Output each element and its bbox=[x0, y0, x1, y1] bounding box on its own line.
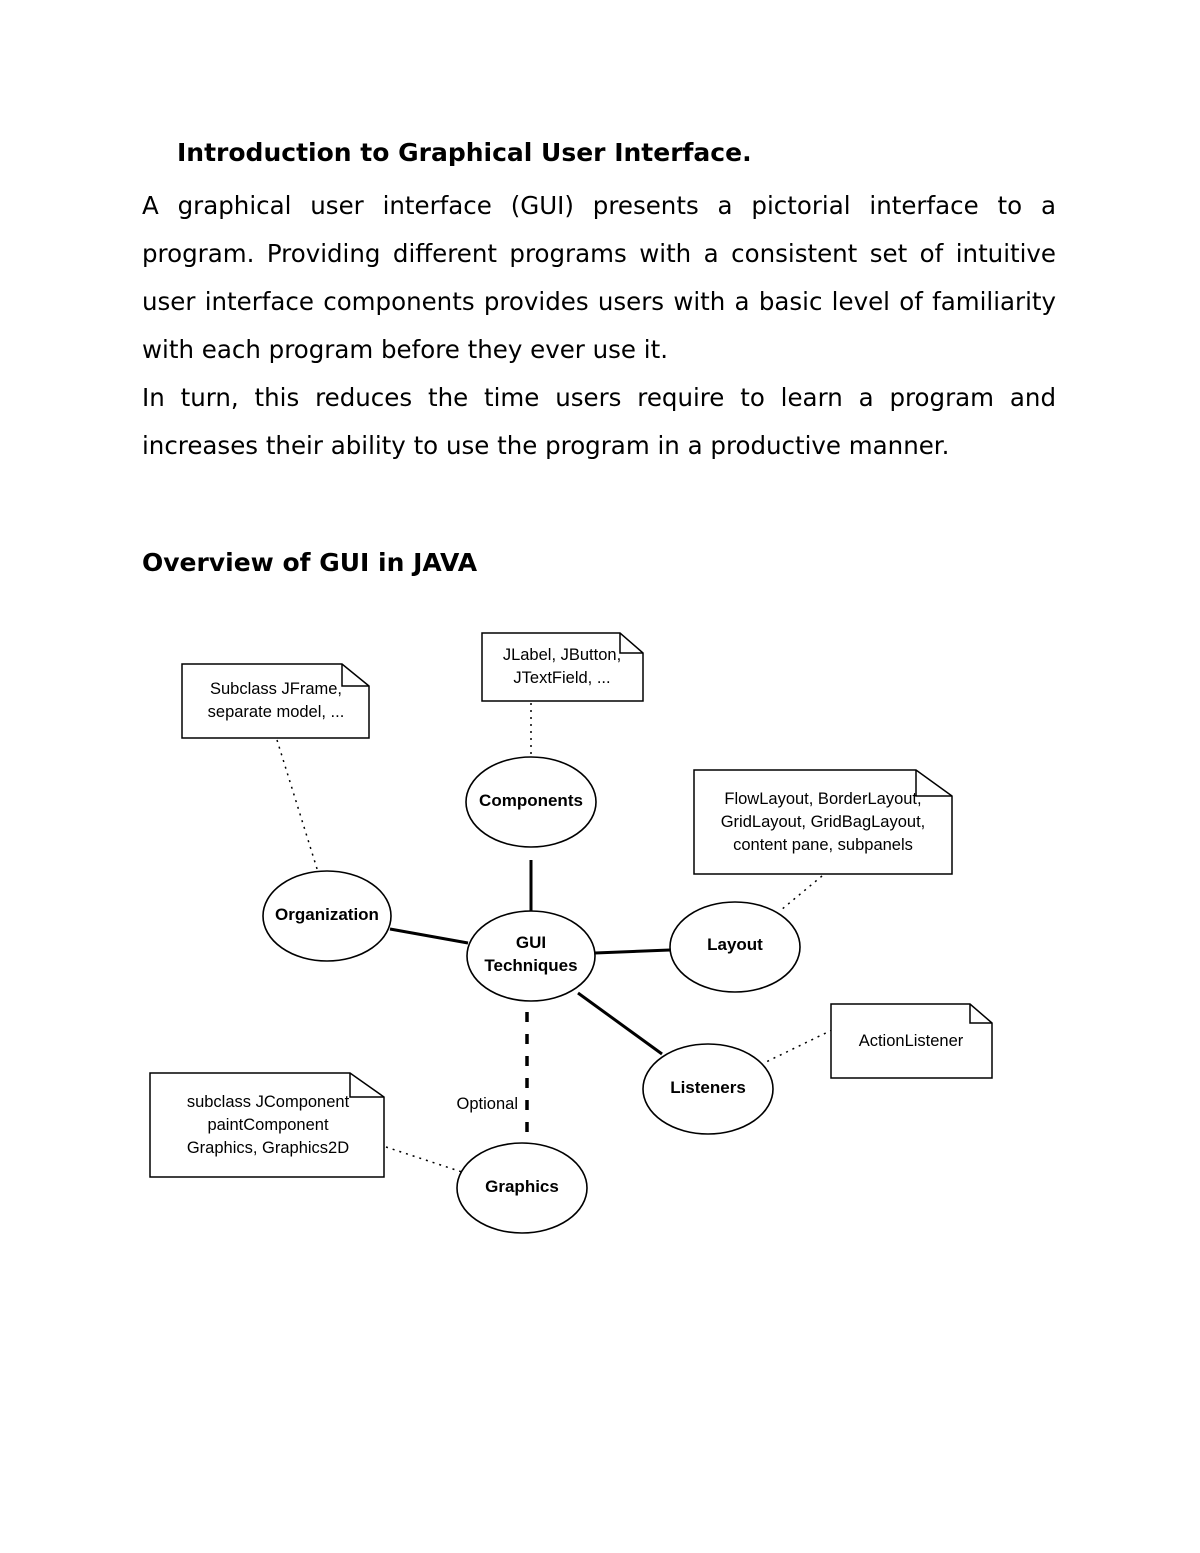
edge-center-layout bbox=[595, 950, 670, 953]
optional-label: Optional bbox=[456, 1095, 518, 1113]
note-graphics-line-3: Graphics, Graphics2D bbox=[186, 1139, 350, 1157]
note-link-layout bbox=[781, 876, 822, 910]
page-title: Introduction to Graphical User Interface. bbox=[177, 138, 752, 167]
node-center-label-2: Techniques bbox=[484, 956, 578, 975]
note-layout-line-2: GridLayout, GridBagLayout, bbox=[720, 813, 926, 831]
note-components bbox=[482, 633, 643, 701]
note-organization-line-1: Subclass JFrame, bbox=[209, 680, 343, 698]
edge-center-listeners bbox=[578, 993, 662, 1054]
node-center-label-1: GUI bbox=[515, 933, 547, 952]
note-listeners-line-1: ActionListener bbox=[858, 1032, 964, 1050]
node-components-label: Components bbox=[479, 791, 583, 810]
note-organization-line-2: separate model, ... bbox=[207, 703, 345, 721]
intro-paragraph: A graphical user interface (GUI) presents a pictorial interface to a program. Providing different programs with a consistent set of intuitive user interface components provides users with a basic level of familiarity with each program before they ever use it. bbox=[142, 191, 1056, 364]
node-graphics-label: Graphics bbox=[485, 1177, 559, 1196]
note-components-line-1: JLabel, JButton, bbox=[502, 646, 622, 664]
note-organization bbox=[182, 664, 369, 738]
section-heading: Overview of GUI in JAVA bbox=[142, 548, 478, 577]
node-layout-label: Layout bbox=[707, 935, 763, 954]
benefit-paragraph: In turn, this reduces the time users require to learn a program and increases their ability to use the program in a productive manner. bbox=[142, 383, 1056, 460]
note-graphics-line-2: paintComponent bbox=[207, 1116, 329, 1134]
node-organization-label: Organization bbox=[275, 905, 379, 924]
note-link-graphics bbox=[386, 1147, 462, 1172]
note-graphics-line-1: subclass JComponent bbox=[186, 1093, 350, 1111]
note-layout-line-1: FlowLayout, BorderLayout, bbox=[724, 790, 922, 808]
note-components-line-2: JTextField, ... bbox=[513, 669, 611, 687]
edge-center-organization bbox=[390, 929, 468, 943]
node-listeners-label: Listeners bbox=[670, 1078, 746, 1097]
note-layout-line-3: content pane, subpanels bbox=[733, 836, 913, 854]
note-link-listeners bbox=[766, 1030, 832, 1062]
note-link-organization bbox=[277, 740, 318, 872]
